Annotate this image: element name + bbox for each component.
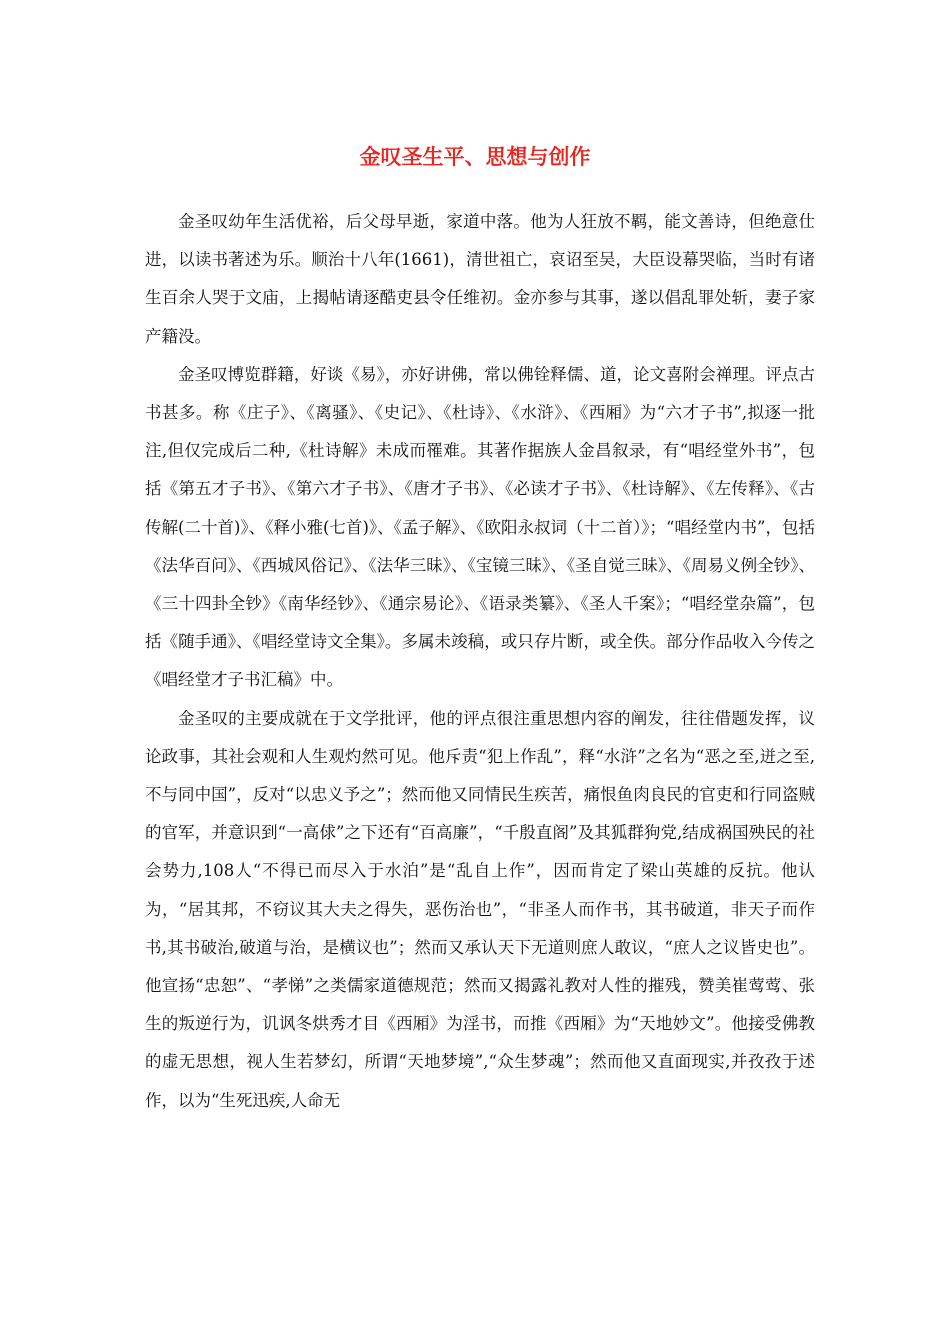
paragraph-works: 金圣叹博览群籍，好谈《易》，亦好讲佛，常以佛铨释儒、道，论文喜附会禅理。评点古书甚多。称《庄子》、《离骚》、《史记》、《杜诗》、《水浒》、《西厢》为“六才子书”,拟逐一批注,但仅完成后二种,《杜诗解》未成而罹难。其著作据族人金昌叙录，有“唱经堂外书”，包括《第五才子书》、《第六才子书》、《唐才子书》、《必读才子书》、《杜诗解》、《左传释》、《古传解(二十首)》、《释小雅(七首)》、《孟子解》、《欧阳永叔词（十二首）》；“唱经堂内书”，包括《法华百问》、《西城风俗记》、《法华三昧》、《宝镜三昧》、《圣自觉三昧》、《周易义例全钞》、《三十四卦全钞》《南华经钞》、《通宗易论》、《语录类纂》、《圣人千案》；“唱经堂杂篇”，包括《随手通》、《唱经堂诗文全集》。多属未竣稿，或只存片断，或全佚。部分作品收入今传之《唱经堂才子书汇稿》中。 [145, 364, 815, 690]
document-title: 金叹圣生平、思想与创作 [359, 145, 591, 169]
document-body [145, 203, 815, 1120]
paragraph-criticism: 金圣叹的主要成就在于文学批评，他的评点很注重思想内容的阐发，往往借题发挥，议论政事，其社会观和人生观灼然可见。他斥责“犯上作乱”，释“水浒”之名为“恶之至,迸之至,不与同中国”，反对“以忠义予之”；然而他又同情民生疾苦，痛恨鱼肉良民的官吏和行同盗贼的官军，并意识到“一高俅”之下还有“百高廉”，“千殷直阁”及其狐群狗党,结成祸国殃民的社会势力,108人“不得已而尽入于水泊”是“乱自上作”，因而肯定了梁山英雄的反抗。他认为，“居其邦，不窃议其大夫之得失，恶伤治也”，“非圣人而作书，其书破道，非天子而作书,其书破治,破道与治，是横议也”；然而又承认天下无道则庶人敢议，“庶人之议皆史也”。他宣扬“忠恕”、“孝悌”之类儒家道德规范；然而又揭露礼教对人性的摧残，赞美崔莺莺、张生的叛逆行为，讥讽冬烘秀才目《西厢》为淫书，而推《西厢》为“天地妙文”。他接受佛教的虚无思想，视人生若梦幻，所谓“天地梦境”,“众生梦魂”；然而他又直面现实,并孜孜于述作，以为“生死迅疾,人命无 [145, 708, 815, 1110]
paragraph-biography: 金圣叹幼年生活优裕，后父母早逝，家道中落。他为人狂放不羁，能文善诗，但绝意仕进，以读书著述为乐。顺治十八年(1661)，清世祖亡，哀诏至吴，大臣设幕哭临，当时有诸生百余人哭于文庙，上揭帖请逐酷吏县令任维初。金亦参与其事，遂以倡乱罪处斩，妻子家产籍没。 [145, 212, 815, 346]
